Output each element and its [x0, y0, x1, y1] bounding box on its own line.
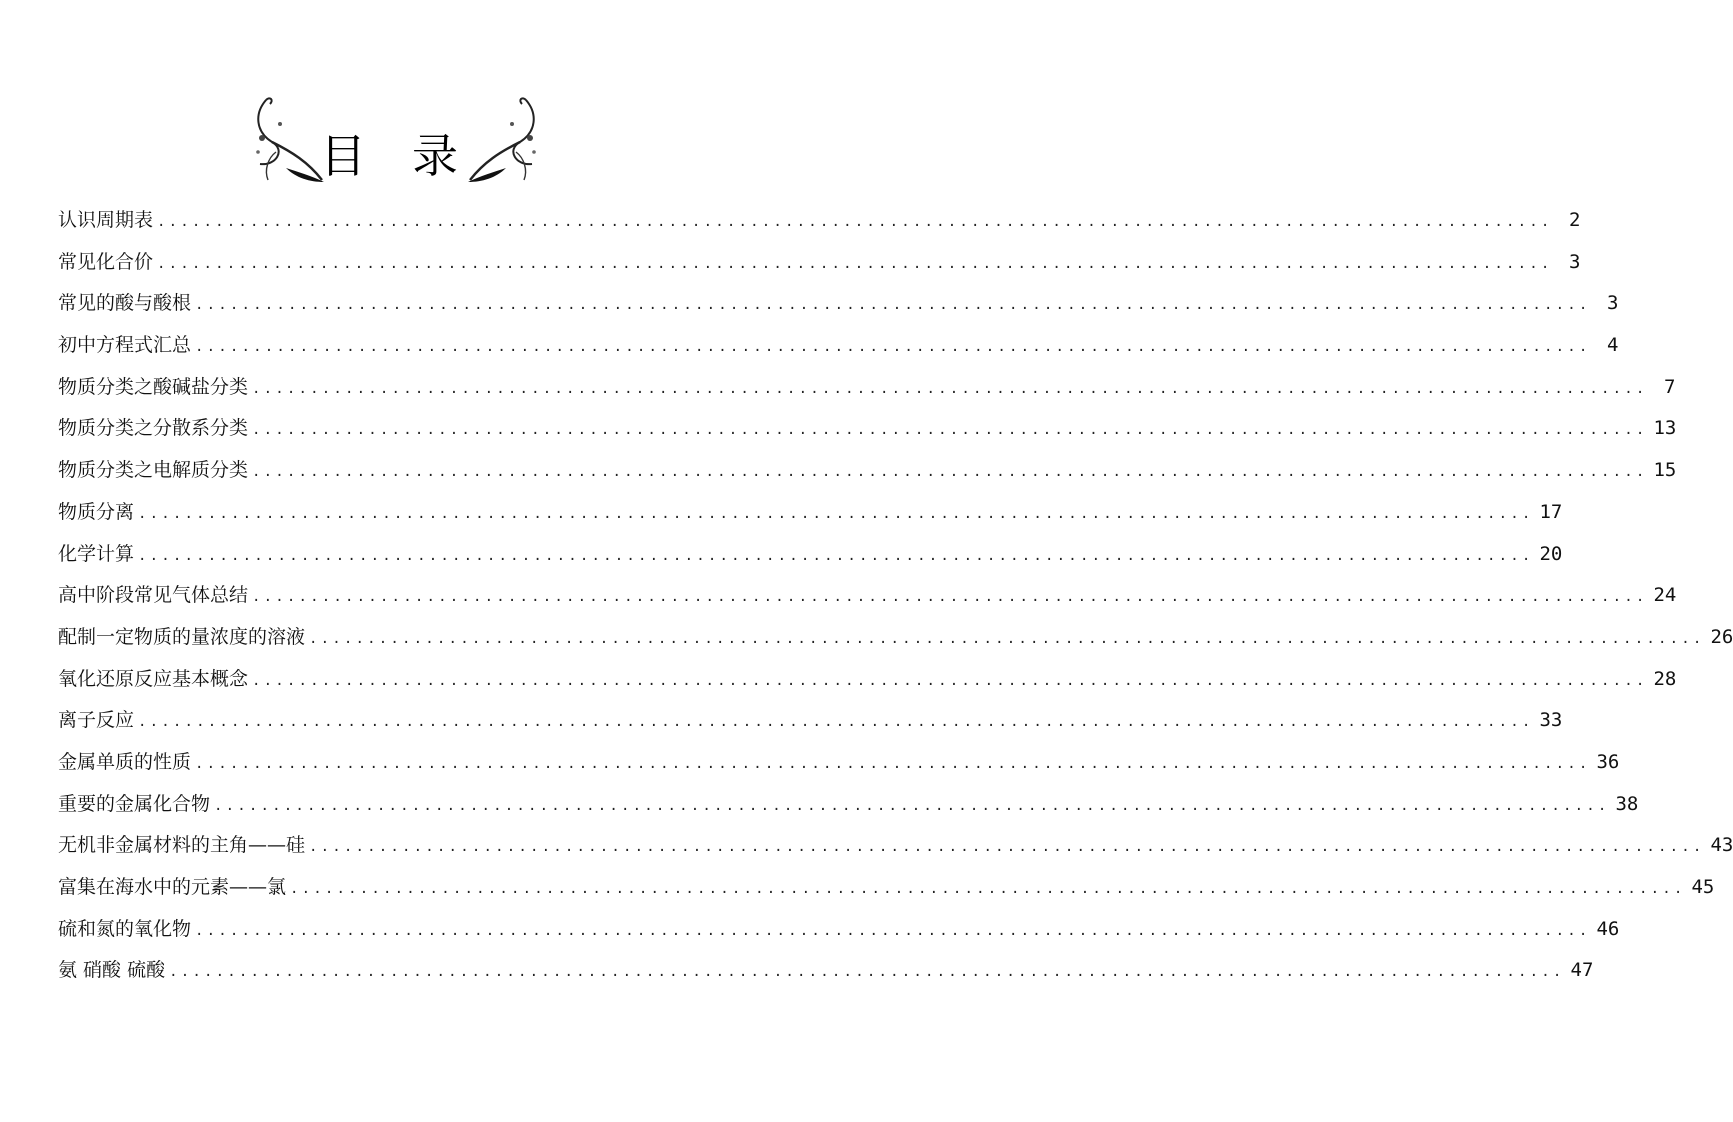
toc-entry-title: 常见化合价	[58, 250, 154, 273]
toc-entry-page-number: 33	[1539, 709, 1563, 732]
toc-entry-title: 氨 硝酸 硫酸	[58, 959, 166, 982]
toc-entry-title: 配制一定物质的量浓度的溶液	[58, 625, 306, 648]
toc-entry[interactable]	[58, 242, 1581, 284]
toc-entry[interactable]	[58, 617, 1733, 659]
toc-entry[interactable]	[58, 450, 1677, 492]
toc-entry-title: 化学计算	[58, 542, 135, 565]
toc-entry-page-number: 47	[1570, 959, 1594, 982]
toc-entry[interactable]	[58, 784, 1639, 826]
toc-entry-title: 富集在海水中的元素——氯	[58, 876, 287, 898]
toc-entry-page-number: 26	[1710, 625, 1733, 648]
toc-dot-leader: ........................................................................................................................	[195, 755, 1591, 772]
toc-entry-page-number: 4	[1607, 334, 1619, 357]
toc-dot-leader: ........................................................................................................................	[252, 672, 1648, 689]
toc-dot-leader: ........................................................................................................................	[309, 839, 1705, 856]
toc-entry-page-number: 43	[1710, 834, 1733, 857]
toc-entry[interactable]	[58, 367, 1676, 409]
toc-entry[interactable]	[58, 659, 1677, 701]
toc-entry-page-number: 7	[1664, 375, 1676, 398]
toc-entry-page-number: 46	[1596, 917, 1620, 940]
toc-entry[interactable]	[58, 950, 1594, 992]
toc-dot-leader: ........................................................................................................................	[195, 339, 1591, 356]
title-char-1: 目	[320, 129, 368, 183]
toc-entry[interactable]	[58, 575, 1677, 617]
toc-entry-page-number: 36	[1596, 750, 1620, 773]
toc-dot-leader: ........................................................................................................................	[252, 422, 1648, 439]
toc-entry-title: 高中阶段常见气体总结	[58, 584, 249, 607]
toc-dot-leader: ........................................................................................................................	[138, 547, 1534, 564]
toc-entry[interactable]	[58, 742, 1620, 784]
table-of-contents	[58, 200, 1733, 992]
toc-entry[interactable]	[58, 283, 1619, 325]
page-title	[240, 128, 540, 184]
toc-entry-title: 物质分类之酸碱盐分类	[58, 375, 249, 398]
toc-dot-leader: ........................................................................................................................	[157, 255, 1553, 272]
toc-entry[interactable]	[58, 408, 1677, 450]
toc-dot-leader: ........................................................................................................................	[169, 964, 1565, 981]
toc-entry-page-number: 3	[1607, 292, 1619, 315]
toc-entry[interactable]	[58, 200, 1581, 242]
toc-entry-page-number: 20	[1539, 542, 1563, 565]
toc-entry[interactable]	[58, 325, 1619, 367]
toc-entry[interactable]	[58, 700, 1563, 742]
toc-entry-page-number: 28	[1653, 667, 1677, 690]
toc-entry-title: 物质分类之分散系分类	[58, 417, 249, 440]
toc-entry-page-number: 17	[1539, 500, 1563, 523]
toc-dot-leader: ........................................................................................................................	[138, 714, 1534, 731]
toc-entry-title: 认识周期表	[58, 209, 154, 231]
toc-entry-page-number: 15	[1653, 459, 1677, 482]
toc-dot-leader: ........................................................................................................................	[138, 505, 1534, 522]
toc-dot-leader: ........................................................................................................................	[252, 464, 1648, 481]
toc-entry-title: 氧化还原反应基本概念	[58, 667, 249, 690]
toc-entry[interactable]	[58, 825, 1733, 867]
toc-entry-page-number: 13	[1653, 417, 1677, 440]
toc-entry[interactable]	[58, 534, 1563, 576]
toc-entry[interactable]	[58, 492, 1563, 534]
toc-entry-page-number: 45	[1691, 876, 1715, 898]
toc-entry-title: 硫和氮的氧化物	[58, 917, 192, 940]
toc-entry-title: 物质分类之电解质分类	[58, 459, 249, 482]
toc-entry-title: 金属单质的性质	[58, 750, 192, 773]
toc-dot-leader: ........................................................................................................................	[157, 214, 1553, 230]
toc-entry-page-number: 24	[1653, 584, 1677, 607]
toc-dot-leader: ........................................................................................................................	[195, 922, 1591, 939]
toc-heading	[240, 92, 540, 202]
toc-dot-leader: ........................................................................................................................	[195, 297, 1591, 314]
toc-entry-title: 无机非金属材料的主角——硅	[58, 834, 306, 857]
toc-entry-page-number: 38	[1615, 792, 1639, 815]
title-char-2: 录	[412, 129, 460, 183]
toc-dot-leader: ........................................................................................................................	[290, 881, 1686, 897]
toc-entry-page-number: 2	[1569, 209, 1581, 231]
toc-dot-leader: ........................................................................................................................	[252, 380, 1648, 397]
toc-entry-title: 常见的酸与酸根	[58, 292, 192, 315]
toc-dot-leader: ........................................................................................................................	[252, 589, 1648, 606]
toc-entry[interactable]	[58, 867, 1715, 909]
toc-dot-leader: ........................................................................................................................	[214, 797, 1610, 814]
toc-entry[interactable]	[58, 909, 1620, 951]
toc-dot-leader: ........................................................................................................................	[309, 630, 1705, 647]
toc-entry-page-number: 3	[1569, 250, 1581, 273]
toc-entry-title: 离子反应	[58, 709, 135, 732]
toc-entry-title: 初中方程式汇总	[58, 334, 192, 357]
toc-entry-title: 物质分离	[58, 500, 135, 523]
toc-entry-title: 重要的金属化合物	[58, 792, 211, 815]
